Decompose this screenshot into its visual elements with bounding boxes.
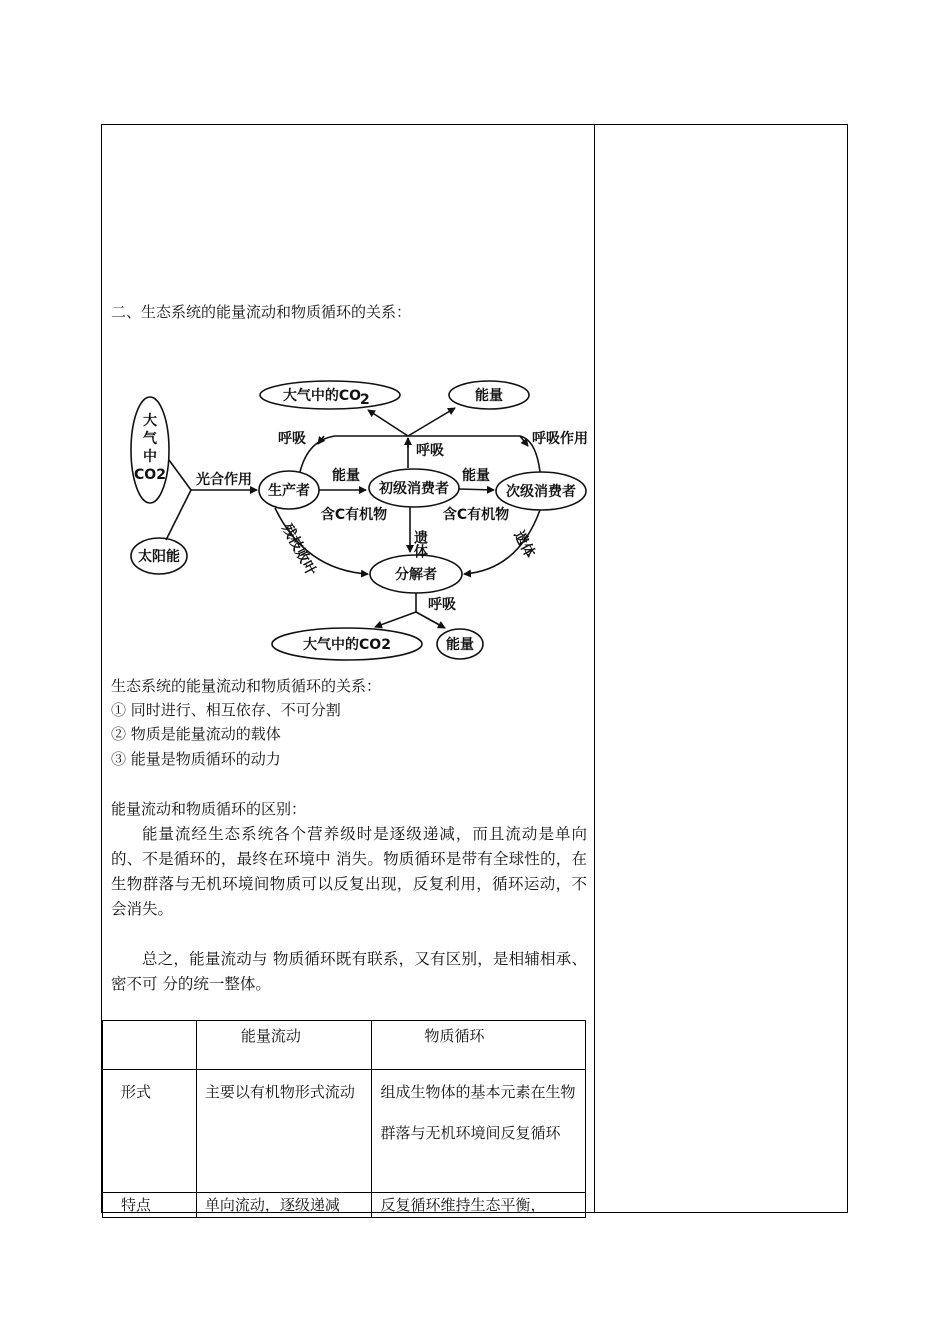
remains-mid-label: 遗体 <box>412 530 428 558</box>
table-header-row <box>103 1021 586 1070</box>
difference-paragraph: 能量流经生态系统各个营养级时是逐级递减，而且流动是单向的、不是循环的，最终在环境中 消失。物质循环是带有全球性的，在生物群落与无机环境间物质可以反复出现，反复利用，循环运动，不会消失。 <box>111 825 587 918</box>
section-heading: 二、生态系统的能量流动和物质循环的关系： <box>111 303 412 321</box>
organic-carbon-label-1: 含C有机物 <box>320 507 388 523</box>
decomposer-respiration-label: 呼吸 <box>428 597 456 613</box>
bottom-co2-label: 大气中的CO2 <box>303 637 391 653</box>
litter-label: 残枝败叶 <box>278 521 319 579</box>
atm-co2-char-3: 中 <box>143 449 157 465</box>
remains-right-label: 遗体 <box>510 528 538 561</box>
energy-flow-label-1: 能量 <box>332 468 360 484</box>
row-label-feature: 特点 <box>103 1193 197 1218</box>
atm-co2-char-4: CO2 <box>134 467 166 483</box>
energy-flow-label-2: 能量 <box>462 468 490 484</box>
atm-co2-char-1: 大 <box>143 413 157 429</box>
difference-title: 能量流动和物质循环的区别： <box>111 800 307 818</box>
relation-item-3: ③ 能量是物质循环的动力 <box>111 750 281 768</box>
top-co2-label: 大气中的CO <box>282 388 362 404</box>
cell-matter-form: 组成生物体的基本元素在生物群落与无机环境间反复循环 <box>372 1070 586 1193</box>
photosynthesis-label: 光合作用 <box>196 472 252 488</box>
atm-co2-char-2: 气 <box>143 431 157 447</box>
header-energy-flow: 能量流动 <box>196 1021 372 1070</box>
primary-consumer-label: 初级消费者 <box>379 481 449 497</box>
organic-carbon-label-2: 含C有机物 <box>442 507 510 523</box>
cell-matter-feature: 反复循环维持生态平衡， <box>372 1193 586 1218</box>
respiration-right-label: 呼吸作用 <box>532 431 588 447</box>
cell-energy-feature: 单向流动，逐级递减 <box>196 1193 372 1218</box>
summary-paragraph: 总之，能量流动与 物质循环既有联系，又有区别，是相辅相承、密不可 分的统一整体。 <box>111 950 587 993</box>
relation-title: 生态系统的能量流动和物质循环的关系： <box>111 677 382 695</box>
respiration-left-label: 呼吸 <box>278 431 306 447</box>
header-matter-cycle: 物质循环 <box>372 1021 586 1070</box>
table-row <box>103 1193 586 1218</box>
decomposer-label: 分解者 <box>395 567 437 583</box>
cell-energy-form: 主要以有机物形式流动 <box>196 1070 372 1193</box>
top-co2-subscript: 2 <box>360 392 370 408</box>
relation-item-1: ① 同时进行、相互依存、不可分割 <box>111 701 341 719</box>
bottom-energy-label: 能量 <box>446 637 474 653</box>
energy-matter-diagram <box>100 370 595 670</box>
producer-label: 生产者 <box>268 483 310 499</box>
secondary-consumer-label: 次级消费者 <box>506 484 576 500</box>
respiration-mid-label: 呼吸 <box>416 443 444 459</box>
header-cell-blank <box>103 1021 197 1070</box>
relation-item-2: ② 物质是能量流动的载体 <box>111 725 281 743</box>
row-label-form: 形式 <box>103 1070 197 1193</box>
table-row <box>103 1070 586 1193</box>
sun-label: 太阳能 <box>138 549 180 565</box>
top-energy-label: 能量 <box>475 388 503 404</box>
comparison-table <box>102 1020 586 1218</box>
